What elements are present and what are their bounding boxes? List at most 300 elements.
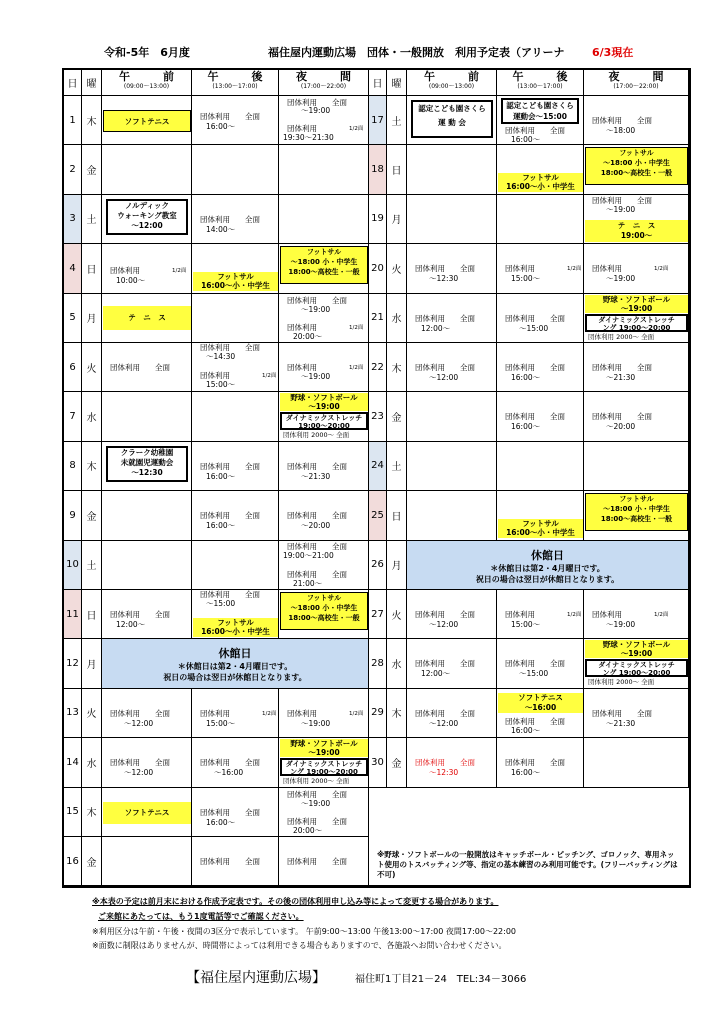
weekday-cell: 日 — [82, 244, 102, 293]
group-full-red: 団体利用 全面 — [415, 758, 475, 768]
group-full: 団体利用 全面 — [200, 461, 260, 471]
nintei-pm-box — [501, 98, 579, 124]
time-label: ～15:00 — [206, 599, 236, 608]
time-label: 15:00～ — [206, 718, 236, 728]
time-label: 16:00～ — [206, 817, 236, 827]
dynamic-stretch-line: ダイナミックストレッチ — [598, 315, 675, 324]
baseball-block-line: ～19:00 — [620, 649, 653, 659]
futsal-day-block-line: 16:00～小・中学生 — [201, 281, 270, 291]
time-label: ～19:00 — [606, 274, 636, 284]
group-full: 団体利用 全面 — [592, 116, 652, 125]
baseball-note: ※野球・ソフトボールの一般開放はキャッチボール・ピッチング、ゴロノック、専用ネット使用のトスバッティング等、指定の基本練習のみ利用可能です。(フリーバッティングは不可) — [377, 849, 678, 879]
softtennis-block — [103, 110, 191, 132]
group-half: 団体利用 — [287, 322, 317, 332]
clark-kindergarten-box-line: ～12:30 — [131, 467, 163, 477]
group-full: 団体利用 全面 — [592, 708, 652, 718]
baseball-block-line: ～19:00 — [308, 748, 340, 758]
weekday-cell: 水 — [82, 738, 102, 787]
group-full: 団体利用 全面 — [200, 112, 260, 121]
weekday-cell: 木 — [82, 96, 102, 145]
weekday-cell: 月 — [82, 639, 102, 688]
baseball-block-line: ～19:00 — [620, 303, 653, 313]
time-label: ～12:30 — [429, 768, 459, 778]
group-half: 団体利用 — [287, 124, 317, 133]
futsal-day-block — [193, 618, 278, 637]
nordic-walking-box-line: ノルディック — [124, 200, 170, 210]
time-label: ～12:30 — [429, 274, 459, 284]
dynamic-stretch-line: ング 19:00～20:00 — [602, 323, 671, 332]
softtennis-block-line: ～16:00 — [524, 702, 557, 712]
day-cell: 25 — [369, 491, 387, 540]
night-cell — [279, 145, 369, 194]
afternoon-cell — [192, 392, 279, 441]
time-label: ～14:30 — [206, 352, 236, 361]
time-label: 20:00～ — [293, 331, 323, 341]
nintei-pm-line: 認定こども園さくら — [506, 101, 574, 110]
group-full: 団体利用 全面 — [415, 264, 475, 274]
weekday-cell: 木 — [82, 442, 102, 491]
header-day: 日 — [64, 70, 82, 96]
group-half: 団体利用 — [200, 371, 230, 380]
day-cell: 28 — [369, 639, 387, 688]
group-full: 団体利用 全面 — [287, 461, 347, 471]
period-label: 令和-5年 6月度 — [104, 46, 190, 59]
futsal-day-block-line: 16:00～小・中学生 — [201, 627, 270, 636]
day-cell: 8 — [64, 442, 82, 491]
futsal-night-block-line: ～18:00 小・中学生 — [290, 604, 358, 612]
group-half: 団体利用 — [505, 264, 535, 274]
time-label: ～16:00 — [214, 768, 244, 778]
time-label: ～19:00 — [301, 718, 331, 728]
dynamic-stretch-block — [280, 758, 368, 776]
header-afternoon-label: 午 後 — [207, 70, 263, 83]
time-label: ～20:00 — [606, 422, 636, 432]
header-morning-label: 午 前 — [119, 70, 174, 83]
afternoon-cell — [192, 145, 279, 194]
day-cell: 20 — [369, 244, 387, 293]
time-label: 15:00～ — [511, 274, 541, 284]
day-cell: 13 — [64, 689, 82, 738]
futsal-night-block-line: 18:00～高校生・一般 — [288, 268, 360, 277]
time-label: ～15:00 — [519, 323, 549, 333]
closed-note: 祝日の場合は翌日が休館日となります。 — [163, 673, 307, 683]
weekday-cell: 日 — [82, 590, 102, 639]
time-label: ～19:00 — [301, 106, 331, 115]
weekday-cell: 日 — [387, 145, 407, 194]
futsal-night-block-line: 18:00～高校生・一般 — [600, 169, 673, 178]
group-full: 団体利用 全面 — [287, 511, 347, 521]
day-cell: 11 — [64, 590, 82, 639]
day-cell: 24 — [369, 442, 387, 491]
closed-day-block — [407, 541, 689, 590]
group-full: 団体利用 全面 — [505, 758, 565, 768]
weekday-cell: 金 — [387, 738, 407, 787]
facility-address: 福住町1丁目21－24 TEL:34－3066 — [355, 974, 527, 985]
group-full: 団体利用 全面 — [200, 511, 260, 521]
time-label: 16:00～ — [206, 471, 236, 481]
afternoon-cell — [192, 541, 279, 590]
morning-cell — [407, 145, 497, 194]
group-full: 団体利用 全面 — [592, 412, 652, 422]
group-half: 団体利用 — [287, 708, 317, 718]
baseball-block-line: ～19:00 — [308, 402, 340, 412]
day-cell: 6 — [64, 343, 82, 392]
group-full: 団体利用 全面 — [200, 807, 260, 817]
futsal-night-block — [280, 246, 368, 284]
dynamic-stretch-line: ダイナミックストレッチ — [285, 414, 363, 423]
header-morning-label: 午 前 — [424, 70, 479, 83]
header-night-label: 夜 間 — [296, 70, 351, 83]
half-court-note: 1/2面 — [567, 266, 582, 273]
header-afternoon-label: 午 後 — [512, 70, 568, 83]
futsal-night-block-line: フットサル — [619, 149, 654, 158]
futsal-day-block — [498, 173, 583, 192]
futsal-day-block-line: フットサル — [217, 618, 254, 627]
nordic-walking-box — [106, 199, 188, 235]
time-label: ～19:00 — [301, 372, 331, 381]
footnote: ※面数に制限はありませんが、時間帯によっては利用できる場合もありますので、各施設へお問い合わせください。 — [92, 941, 507, 950]
group-full: 団体利用 全面 — [592, 195, 652, 205]
softtennis-block — [103, 802, 191, 824]
group-full: 団体利用 全面 — [287, 857, 347, 866]
time-label: ～15:00 — [519, 669, 549, 679]
group-full: 団体利用 全面 — [415, 610, 475, 619]
futsal-day-block — [193, 272, 278, 291]
futsal-day-block-line: 16:00～小・中学生 — [506, 182, 575, 192]
time-label: 19:30～21:30 — [283, 133, 334, 142]
night-cell — [279, 195, 369, 244]
futsal-night-block-line: ～18:00 小・中学生 — [290, 258, 358, 267]
time-label: ～19:00 — [301, 798, 331, 808]
header-afternoon-time: (13:00～17:00) — [517, 83, 563, 90]
group-full: 団体利用 全面 — [200, 590, 260, 599]
weekday-cell: 月 — [387, 195, 407, 244]
weekday-cell: 金 — [387, 392, 407, 441]
baseball-block-line: 野球・ソフトボール — [602, 640, 671, 650]
night-cell — [584, 738, 689, 787]
group-half: 団体利用 — [110, 266, 140, 276]
baseball-block — [280, 739, 368, 757]
half-court-note: 1/2面 — [349, 324, 364, 331]
day-cell: 23 — [369, 392, 387, 441]
time-label: ～21:30 — [301, 471, 331, 481]
baseball-block-line: 野球・ソフトボール — [290, 739, 358, 749]
morning-cell — [407, 392, 497, 441]
header-morning-time: (09:00～13:00) — [428, 83, 475, 90]
header-night — [584, 70, 689, 96]
group-half: 団体利用 — [287, 363, 317, 372]
morning-cell — [102, 145, 192, 194]
tennis-block-line: テ ニ ス — [128, 312, 166, 322]
day-cell: 12 — [64, 639, 82, 688]
futsal-night-block-line: フットサル — [619, 495, 654, 504]
baseball-block — [585, 640, 688, 658]
time-label: 21:00～ — [293, 578, 323, 588]
softtennis-block — [498, 693, 583, 713]
time-label: 15:00～ — [206, 380, 236, 389]
half-court-note: 1/2面 — [567, 612, 582, 618]
group-full: 団体利用 全面 — [505, 412, 565, 422]
group-full: 団体利用 全面 — [200, 857, 260, 866]
weekday-cell: 土 — [387, 96, 407, 145]
group-full: 団体利用 全面 — [287, 98, 347, 107]
weekday-cell: 火 — [387, 590, 407, 639]
closed-note: ＊休館日は第2・4月曜日です。 — [490, 563, 605, 573]
group-full: 団体利用 全面 — [287, 569, 347, 579]
morning-cell — [407, 442, 497, 491]
day-cell: 4 — [64, 244, 82, 293]
header-night-time: (17:00～22:00) — [300, 83, 347, 90]
time-label: ～12:00 — [429, 620, 459, 629]
weekday-cell: 土 — [82, 195, 102, 244]
day-cell: 29 — [369, 689, 387, 738]
weekday-cell: 土 — [387, 442, 407, 491]
morning-cell — [102, 541, 192, 590]
header-wd: 曜 — [82, 70, 102, 96]
header-night-time: (17:00～22:00) — [613, 83, 659, 90]
time-label: 15:00～ — [511, 620, 541, 629]
weekday-cell: 金 — [82, 837, 102, 886]
futsal-day-block-line: フットサル — [522, 173, 559, 183]
time-label: 16:00～ — [511, 373, 541, 382]
closed-note: ＊休館日は第2・4月曜日です。 — [177, 662, 293, 672]
nintei-kodomoen-box — [411, 100, 493, 138]
half-court-note: 1/2面 — [262, 710, 277, 717]
nordic-walking-box-line: ウォーキング教室 — [117, 210, 177, 220]
group-full: 団体利用 全面 — [110, 708, 170, 718]
nintei-kodomoen-box-line: 認定こども園さくら — [418, 104, 486, 113]
futsal-day-block — [498, 519, 583, 538]
morning-cell — [102, 392, 192, 441]
weekday-cell: 金 — [82, 491, 102, 540]
morning-cell — [102, 837, 192, 886]
half-court-note: 1/2面 — [654, 266, 669, 273]
tennis-block — [103, 306, 191, 330]
weekday-cell: 水 — [82, 392, 102, 441]
group-full: 団体利用 全面 — [287, 789, 347, 799]
group-full: 団体利用 全面 — [200, 343, 260, 352]
dynamic-stretch-line: ング 19:00～20:00 — [290, 768, 358, 777]
time-label: ～21:30 — [606, 373, 636, 382]
dynamic-stretch-line: 19:00～20:00 — [298, 422, 350, 431]
futsal-night-block — [585, 147, 688, 185]
time-label: ～19:00 — [301, 304, 331, 314]
schedule-table — [62, 68, 691, 888]
page-title: 福住屋内運動広場 団体・一般開放 利用予定表（アリーナ — [268, 46, 565, 59]
baseball-block-line: 野球・ソフトボール — [602, 294, 671, 304]
dynamic-stretch-line: ダイナミックストレッチ — [598, 661, 675, 670]
group-full: 団体利用 全面 — [505, 126, 565, 135]
baseball-block — [585, 295, 688, 313]
futsal-night-block — [585, 493, 688, 531]
futsal-night-block-line: ～18:00 小・中学生 — [603, 159, 670, 168]
day-cell: 5 — [64, 294, 82, 343]
half-court-note: 1/2面 — [349, 126, 364, 132]
time-label: ～12:00 — [124, 718, 154, 728]
day-cell: 19 — [369, 195, 387, 244]
group-after-2000: 団体利用 2000～ 全面 — [283, 431, 350, 440]
time-label: ～21:30 — [606, 718, 636, 728]
half-court-note: 1/2面 — [349, 710, 364, 717]
day-cell: 21 — [369, 294, 387, 343]
time-label: ～19:00 — [606, 620, 636, 629]
futsal-day-block-line: フットサル — [522, 519, 559, 529]
group-full: 団体利用 全面 — [505, 716, 565, 726]
dynamic-stretch-block — [585, 314, 688, 332]
group-after-2000: 団体利用 2000～ 全面 — [283, 777, 350, 786]
afternoon-cell — [497, 195, 584, 244]
header-night — [279, 70, 369, 96]
nordic-walking-box-line: ～12:00 — [131, 220, 163, 230]
closed-note: 祝日の場合は翌日が休館日となります。 — [475, 574, 620, 584]
futsal-night-block — [280, 592, 368, 630]
time-label: 16:00～ — [511, 135, 541, 144]
time-label: ～20:00 — [301, 521, 331, 531]
day-cell: 16 — [64, 837, 82, 886]
weekday-cell: 水 — [387, 294, 407, 343]
nintei-kodomoen-box-line: 運 動 会 — [438, 118, 466, 127]
baseball-block-line: 野球・ソフトボール — [290, 393, 358, 403]
futsal-night-block-line: ～18:00 小・中学生 — [603, 505, 670, 514]
group-full: 団体利用 全面 — [415, 708, 475, 718]
group-after-2000: 団体利用 2000～ 全面 — [588, 678, 655, 687]
day-cell: 3 — [64, 195, 82, 244]
header-morning-time: (09:00～13:00) — [123, 83, 170, 90]
day-cell: 27 — [369, 590, 387, 639]
time-label: ～12:00 — [429, 373, 459, 382]
header-wd: 曜 — [387, 70, 407, 96]
time-label: 12:00～ — [116, 620, 146, 629]
closed-title: 休館日 — [531, 548, 564, 562]
weekday-cell: 土 — [82, 541, 102, 590]
time-label: 16:00～ — [206, 122, 236, 131]
group-full: 団体利用 全面 — [200, 214, 260, 224]
weekday-cell: 木 — [82, 788, 102, 837]
softtennis-block-line: ソフトテニス — [124, 117, 170, 126]
footnote: ご来館にあたっては、もう1度電話等でご確認ください。 — [98, 912, 304, 921]
header-day: 日 — [369, 70, 387, 96]
nintei-pm-line: 運動会～15:00 — [513, 112, 567, 121]
futsal-night-block-line: フットサル — [306, 594, 342, 602]
day-cell: 26 — [369, 541, 387, 590]
day-cell: 30 — [369, 738, 387, 787]
time-label: 16:00～ — [206, 521, 236, 531]
futsal-night-block-line: 18:00～高校生・一般 — [288, 614, 360, 622]
half-court-note: 1/2面 — [262, 373, 277, 379]
group-half: 団体利用 — [592, 264, 622, 274]
futsal-day-block-line: 16:00～小・中学生 — [506, 528, 575, 538]
time-label: 19:00～21:00 — [283, 550, 334, 560]
group-full: 団体利用 全面 — [592, 363, 652, 372]
baseball-block — [280, 393, 368, 411]
weekday-cell: 火 — [82, 689, 102, 738]
time-label: ～12:00 — [429, 718, 459, 728]
weekday-cell: 日 — [387, 491, 407, 540]
weekday-cell: 木 — [387, 343, 407, 392]
group-half: 団体利用 — [505, 610, 535, 619]
closed-title: 休館日 — [218, 647, 252, 661]
group-full: 団体利用 全面 — [200, 758, 260, 768]
group-full: 団体利用 全面 — [110, 610, 170, 619]
day-cell: 17 — [369, 96, 387, 145]
time-label: 16:00～ — [511, 725, 541, 735]
day-cell: 2 — [64, 145, 82, 194]
time-label: 14:00～ — [206, 224, 236, 234]
group-after-2000: 団体利用 2000～ 全面 — [588, 332, 655, 341]
tennis-block-line: テ ニ ス — [617, 220, 656, 230]
time-label: 12:00～ — [421, 669, 451, 679]
day-cell: 22 — [369, 343, 387, 392]
time-label: ～18:00 — [606, 126, 636, 135]
time-label: 20:00～ — [293, 825, 323, 835]
group-full: 団体利用 全面 — [287, 295, 347, 305]
time-label: 10:00～ — [116, 276, 146, 286]
night-cell — [584, 442, 689, 491]
dynamic-stretch-block — [585, 659, 688, 677]
futsal-day-block-line: フットサル — [217, 272, 254, 282]
weekday-cell: 木 — [387, 689, 407, 738]
tennis-block-line: 19:00～ — [620, 230, 653, 240]
group-full: 団体利用 全面 — [415, 363, 475, 372]
group-full: 団体利用 全面 — [287, 816, 347, 826]
group-full: 団体利用 全面 — [415, 313, 475, 323]
closed-day-block — [102, 639, 369, 688]
day-cell: 9 — [64, 491, 82, 540]
facility-name: 【福住屋内運動広場】 — [186, 970, 326, 986]
header-afternoon-time: (13:00～17:00) — [212, 83, 258, 90]
half-court-note: 1/2面 — [654, 612, 669, 618]
weekday-cell: 水 — [387, 639, 407, 688]
morning-cell — [102, 491, 192, 540]
weekday-cell: 月 — [387, 541, 407, 590]
header-morning — [407, 70, 497, 96]
time-label: 12:00～ — [421, 323, 451, 333]
group-full: 団体利用 全面 — [505, 659, 565, 669]
group-full: 団体利用 全面 — [505, 313, 565, 323]
clark-kindergarten-box-line: 未就園児運動会 — [120, 457, 174, 467]
day-cell: 10 — [64, 541, 82, 590]
dynamic-stretch-block — [280, 412, 368, 430]
header-morning — [102, 70, 192, 96]
footnote: ※本表の予定は前月末における作成予定表です。その後の団体利用申し込み等によって変更する場合があります。 — [92, 897, 499, 906]
header-afternoon — [192, 70, 279, 96]
day-cell: 14 — [64, 738, 82, 787]
dynamic-stretch-line: ング 19:00～20:00 — [602, 669, 671, 678]
footnote: ※利用区分は午前・午後・夜間の3区分で表示しています。 午前9:00～13:00 午後13:00～17:00 夜間17:00～22:00 — [92, 927, 517, 936]
group-full: 団体利用 全面 — [110, 758, 170, 768]
time-label: ～12:00 — [124, 768, 154, 778]
time-label: 16:00～ — [511, 768, 541, 778]
afternoon-cell — [192, 294, 279, 343]
futsal-night-block-line: フットサル — [306, 248, 342, 257]
time-label: ～19:00 — [606, 204, 636, 214]
time-label: 16:00～ — [511, 422, 541, 432]
weekday-cell: 火 — [387, 244, 407, 293]
clark-kindergarten-box-line: クラーク幼稚園 — [120, 447, 174, 457]
half-court-note: 1/2面 — [349, 365, 364, 371]
weekday-cell: 月 — [82, 294, 102, 343]
day-cell: 7 — [64, 392, 82, 441]
tennis-block — [585, 220, 688, 242]
group-full: 団体利用 全面 — [110, 363, 170, 372]
group-full: 団体利用 全面 — [415, 659, 475, 669]
morning-cell — [407, 491, 497, 540]
group-full: 団体利用 全面 — [287, 541, 347, 551]
dynamic-stretch-line: ダイナミックストレッチ — [285, 760, 363, 769]
group-half: 団体利用 — [200, 708, 230, 718]
softtennis-block-line: ソフトテニス — [518, 692, 563, 702]
day-cell: 1 — [64, 96, 82, 145]
